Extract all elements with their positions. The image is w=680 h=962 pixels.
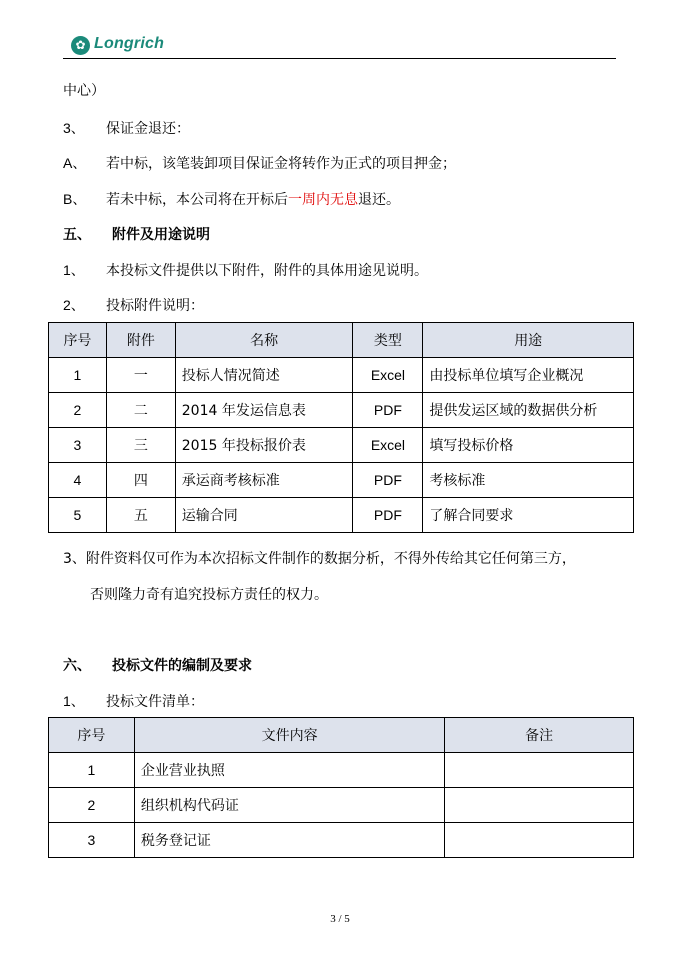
cell-type: PDF bbox=[353, 463, 423, 498]
cell-purpose: 提供发运区域的数据供分析 bbox=[423, 393, 634, 428]
section-5-number: 五、 bbox=[63, 227, 91, 243]
item-b-highlight: 一周内无息 bbox=[288, 192, 358, 208]
table-row bbox=[49, 788, 634, 823]
cell-index: 3 bbox=[49, 428, 107, 463]
section-5-title: 附件及用途说明 bbox=[112, 227, 210, 243]
table-row bbox=[49, 358, 634, 393]
cell-content: 组织机构代码证 bbox=[134, 788, 444, 823]
cell-remark bbox=[445, 753, 634, 788]
item-b-pre: 若未中标，本公司将在开标后 bbox=[106, 192, 288, 208]
s6-item-1-text: 投标文件清单： bbox=[106, 694, 204, 710]
note-3-line-1: 3、附件资料仅可作为本次招标文件制作的数据分析，不得外传给其它任何第三方， bbox=[63, 551, 576, 567]
note-3-line-2: 否则隆力奇有追究投标方责任的权力。 bbox=[90, 587, 328, 603]
col-header-index: 序号 bbox=[49, 718, 135, 753]
cell-attachment: 三 bbox=[106, 428, 175, 463]
cell-remark bbox=[445, 823, 634, 858]
logo-text: Longrich bbox=[94, 35, 165, 52]
col-header-index: 序号 bbox=[49, 323, 107, 358]
attachments-table bbox=[48, 322, 634, 533]
cell-attachment: 二 bbox=[106, 393, 175, 428]
s5-item-1-number: 1、 bbox=[63, 262, 85, 278]
item-b-text bbox=[106, 189, 400, 209]
cell-content: 税务登记证 bbox=[134, 823, 444, 858]
s5-item-1-text: 本投标文件提供以下附件，附件的具体用途见说明。 bbox=[106, 263, 428, 279]
col-header-purpose: 用途 bbox=[423, 323, 634, 358]
cell-attachment: 五 bbox=[106, 498, 175, 533]
cell-attachment: 四 bbox=[106, 463, 175, 498]
col-header-attachment: 附件 bbox=[106, 323, 175, 358]
header-divider bbox=[63, 58, 616, 59]
cell-name: 承运商考核标准 bbox=[175, 463, 353, 498]
cell-index: 1 bbox=[49, 358, 107, 393]
item-3-number: 3、 bbox=[63, 120, 85, 136]
cell-purpose: 填写投标价格 bbox=[423, 428, 634, 463]
cell-type: PDF bbox=[353, 498, 423, 533]
cell-type: Excel bbox=[353, 358, 423, 393]
cell-purpose: 考核标准 bbox=[423, 463, 634, 498]
cell-index: 3 bbox=[49, 823, 135, 858]
s5-item-2-number: 2、 bbox=[63, 297, 85, 313]
cell-type: PDF bbox=[353, 393, 423, 428]
table-row bbox=[49, 463, 634, 498]
cell-content: 企业营业执照 bbox=[134, 753, 444, 788]
cell-purpose: 由投标单位填写企业概况 bbox=[423, 358, 634, 393]
table-header-row bbox=[49, 323, 634, 358]
s5-item-2-text: 投标附件说明： bbox=[106, 298, 204, 314]
cell-name: 运输合同 bbox=[175, 498, 353, 533]
col-header-content: 文件内容 bbox=[134, 718, 444, 753]
s6-item-1-number: 1、 bbox=[63, 693, 85, 709]
cell-index: 5 bbox=[49, 498, 107, 533]
table-row bbox=[49, 393, 634, 428]
col-header-name: 名称 bbox=[175, 323, 353, 358]
page-number: 3 / 5 bbox=[330, 913, 350, 925]
longrich-emblem-icon: ✿ bbox=[71, 36, 90, 55]
cell-index: 2 bbox=[49, 393, 107, 428]
item-b-post: 退还。 bbox=[358, 192, 400, 208]
table-row bbox=[49, 823, 634, 858]
cell-type: Excel bbox=[353, 428, 423, 463]
cell-name: 2015 年投标报价表 bbox=[175, 428, 353, 463]
section-6-title: 投标文件的编制及要求 bbox=[112, 658, 252, 674]
continued-line: 中心） bbox=[63, 83, 105, 99]
document-checklist-table bbox=[48, 717, 634, 858]
item-a-text: 若中标，该笔装卸项目保证金将转作为正式的项目押金； bbox=[106, 156, 456, 172]
item-3-text: 保证金退还： bbox=[106, 121, 190, 137]
table-row bbox=[49, 498, 634, 533]
table-row bbox=[49, 428, 634, 463]
section-6-number: 六、 bbox=[63, 658, 91, 674]
cell-attachment: 一 bbox=[106, 358, 175, 393]
cell-index: 2 bbox=[49, 788, 135, 823]
item-a-number: A、 bbox=[63, 155, 87, 171]
cell-remark bbox=[445, 788, 634, 823]
cell-index: 4 bbox=[49, 463, 107, 498]
cell-purpose: 了解合同要求 bbox=[423, 498, 634, 533]
item-b-number: B、 bbox=[63, 191, 87, 207]
col-header-remark: 备注 bbox=[445, 718, 634, 753]
col-header-type: 类型 bbox=[353, 323, 423, 358]
cell-index: 1 bbox=[49, 753, 135, 788]
table-row bbox=[49, 753, 634, 788]
table-header-row bbox=[49, 718, 634, 753]
cell-name: 2014 年发运信息表 bbox=[175, 393, 353, 428]
cell-name: 投标人情况简述 bbox=[175, 358, 353, 393]
